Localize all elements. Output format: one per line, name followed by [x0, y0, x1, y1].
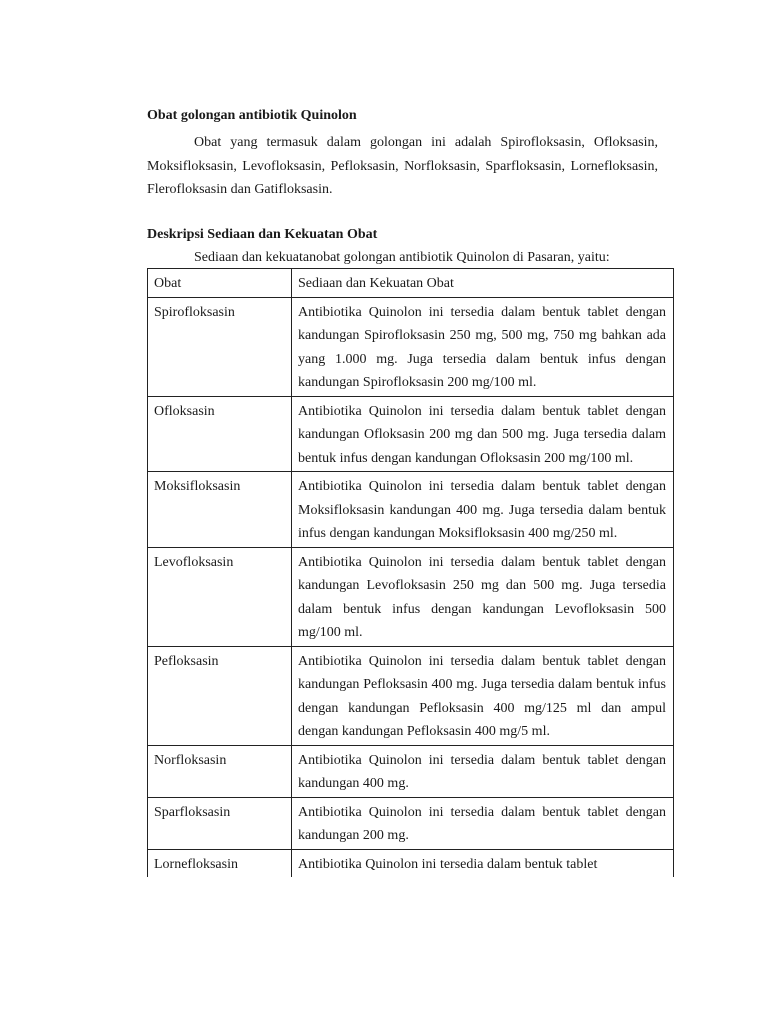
drug-name: Spirofloksasin [148, 297, 292, 396]
table-row [148, 646, 674, 745]
drug-description: Antibiotika Quinolon ini tersedia dalam bentuk tablet dengan kandungan 200 mg. [292, 797, 674, 849]
table-row [148, 547, 674, 646]
drug-name: Pefloksasin [148, 646, 292, 745]
drug-description: Antibiotika Quinolon ini tersedia dalam bentuk tablet dengan kandungan Ofloksasin 200 mg dan 500 mg. Juga tersedia dalam bentuk infus dengan kandungan Ofloksasin 200 mg/100 ml. [292, 396, 674, 472]
drug-table [147, 268, 674, 877]
intro-paragraph: Obat yang termasuk dalam golongan ini adalah Spirofloksasin, Ofloksasin, Moksifloksasin, Levofloksasin, Pefloksasin, Norfloksasin, Sparfloksasin, Lornefloksasin, Flerofloksasin dan Gatifloksasin. [147, 135, 658, 197]
drug-description: Antibiotika Quinolon ini tersedia dalam bentuk tablet dengan kandungan Levofloksasin 250 mg dan 500 mg. Juga tersedia dalam bentuk infus dengan kandungan Levofloksasin 500 mg/100 ml. [292, 547, 674, 646]
drug-name: Levofloksasin [148, 547, 292, 646]
drug-description: Antibiotika Quinolon ini tersedia dalam bentuk tablet dengan kandungan Spirofloksasin 250 mg, 500 mg, 750 mg bahkan ada yang 1.000 mg. Juga tersedia dalam bentuk infus dengan kandungan Spirofloksasin 200 mg/100 ml. [292, 297, 674, 396]
drug-name: Ofloksasin [148, 396, 292, 472]
table-header-row [148, 269, 674, 298]
section-heading-quinolon: Obat golongan antibiotik Quinolon [147, 108, 357, 123]
table-row [148, 396, 674, 472]
drug-description: Antibiotika Quinolon ini tersedia dalam bentuk tablet dengan Moksifloksasin kandungan 400 mg. Juga tersedia dalam bentuk infus dengan kandungan Moksifloksasin 400 mg/250 ml. [292, 472, 674, 548]
drug-name: Moksifloksasin [148, 472, 292, 548]
drug-name: Lornefloksasin [148, 849, 292, 877]
table-row [148, 472, 674, 548]
table-row [148, 797, 674, 849]
header-obat: Obat [148, 269, 292, 298]
drug-description: Antibiotika Quinolon ini tersedia dalam bentuk tablet dengan kandungan Pefloksasin 400 mg. Juga tersedia dalam bentuk infus dengan kandungan Pefloksasin 400 mg/125 ml dan ampul dengan kandungan Pefloksasin 400 mg/5 ml. [292, 646, 674, 745]
drug-description: Antibiotika Quinolon ini tersedia dalam bentuk tablet [292, 849, 674, 877]
section-heading-deskripsi: Deskripsi Sediaan dan Kekuatan Obat [147, 227, 378, 242]
table-row [148, 745, 674, 797]
table-row [148, 849, 674, 877]
drug-name: Sparfloksasin [148, 797, 292, 849]
header-sediaan: Sediaan dan Kekuatan Obat [292, 269, 674, 298]
drug-description: Antibiotika Quinolon ini tersedia dalam bentuk tablet dengan kandungan 400 mg. [292, 745, 674, 797]
table-row [148, 297, 674, 396]
drug-name: Norfloksasin [148, 745, 292, 797]
table-intro-text: Sediaan dan kekuatanobat golongan antibiotik Quinolon di Pasaran, yaitu: [194, 250, 610, 265]
